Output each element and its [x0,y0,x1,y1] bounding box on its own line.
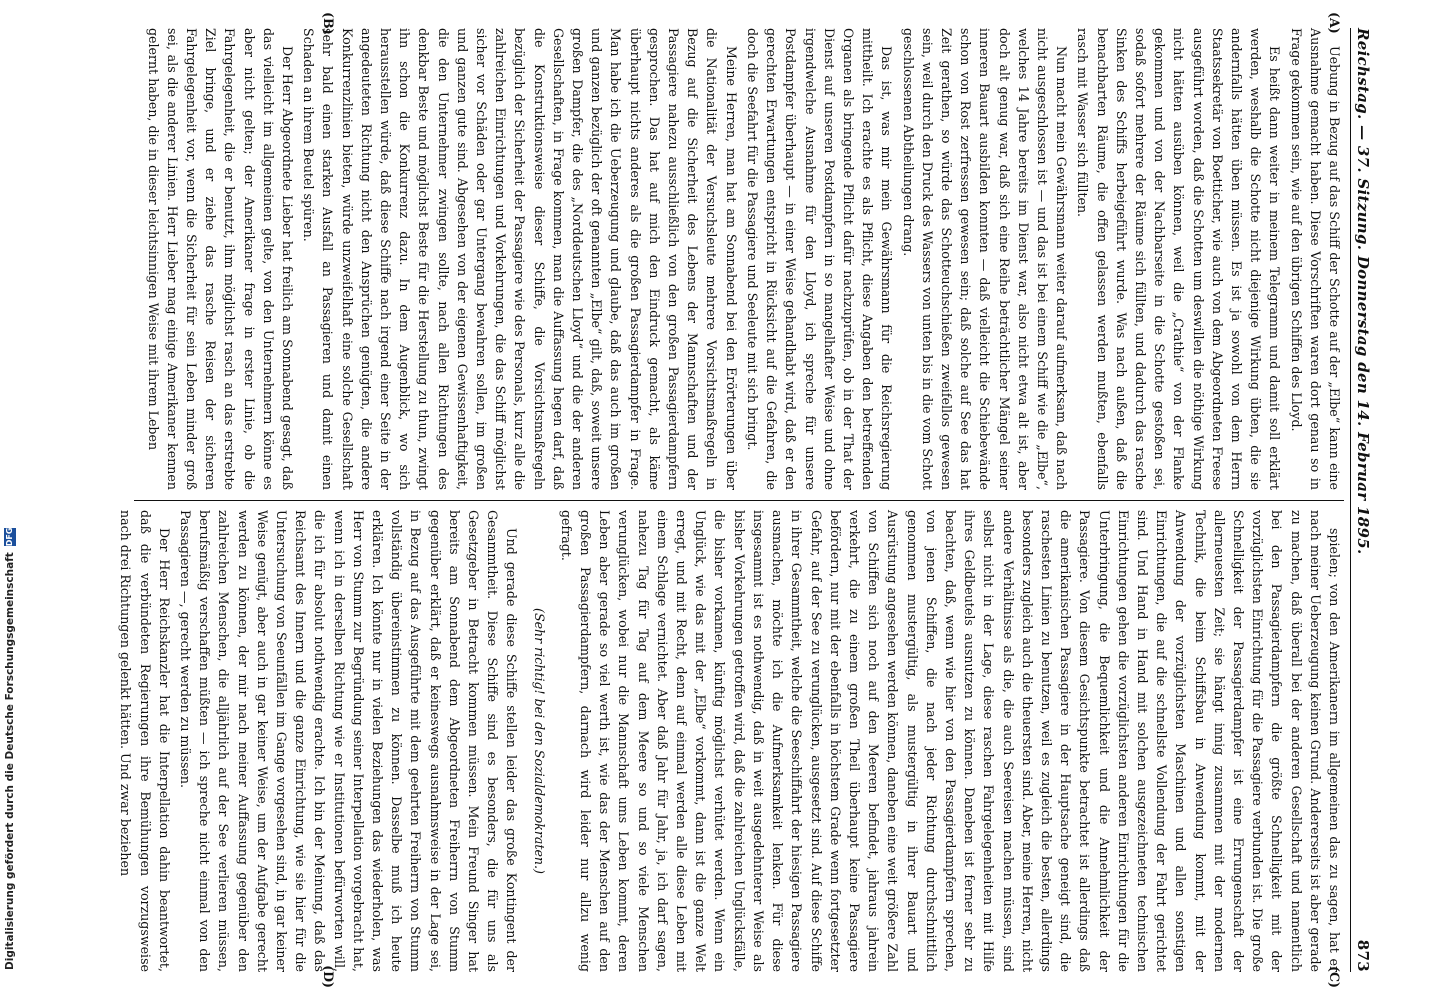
page-number: 873 [1354,939,1372,972]
margin-marker-a: (A) [1327,12,1342,34]
paragraph: Meine Herren, man hat am Sonnabend bei den Erörterungen über die Nationalität der Versuchsleute mehrere Vorsichtsmaßregeln in Bezug auf die Sicherheit des Lebens der Mannschaften und der Passagiere nahezu ausschließlich von den großen Passagierdampfern gesprochen. Das hat auf mich den Eindruck gemacht, als käme überhaupt nichts anderes als die großen Passagierdampfer in Frage. Man habe ich die Ueberzeugung und glaube, daß das auch im großen und ganzen bezüglich der oft genannten „Elbe“ gilt, daß, soweit unsere großen Dampfer, die des „Norddeutschen Lloyd“ und die der anderen Gesellschaften, in Frage kommen, man die Auffassung hegen darf, daß die Konstruktionsweise dieser Schiffe, die Vorsichtsmaßregeln bezüglich der Sicherheit der Passagiere wie des Personals, kurz alle die zahlreichen Einrichtungen und Vorkehrungen, die das Schiff möglichst sicher vor Schäden oder gar Untergang bewahren sollen, im großen und ganzen gute sind. Abgesehen von der eigenen Gewissenhaftigkeit, die den Unternehmer zwingen sollte, nach allen Richtungen des denkbar Beste und möglichst Beste für die Herstellung zu thun, zwingt ihn schon die Konkurrenz dazu. In dem Augenblick, wo sich herausstellen würde, daß diese Schiffe nach irgend einer Seite in der angedeuteten Richtung nicht den Ansprüchen genügten, die andere Konkurrenzlinien bieten, würde unzweifelhaft eine solche Gesellschaft sehr bald einen starken Ausfall an Passagieren und damit einen Schaden an ihrem Beutel spüren. [301,28,739,490]
digitization-note-text: Digitalisierung gefördert durch die Deutsche Forschungsgemeinschaft [4,552,16,970]
margin-marker-d: (D) [321,965,336,988]
right-column [94,510,1344,988]
column-divider [134,500,1344,501]
text-columns [94,12,1344,988]
margin-marker-c: (C) [1327,966,1342,988]
digitization-strip [0,0,18,1000]
paragraph: Das ist, was mir mein Gewährsmann für die Reichsregierung mittheilt. Ich erachte es als Pflicht, diese Angaben den betreffenden Organen als bringende Pflicht dafür nachzuprüfen, ob in der That der Dienst auf unseren Postdampfern in so mangelhafter Weise und ohne irgendwelche Ausnahme für den Lloyd, ich spreche für unsere Postdampfer überhaupt — in einer Weise gehandhabt wird, daß er den gerechten Erwartungen entspricht in Rücksicht auf die Gefahren, die doch die Seefahrt für die Passagiere und Seeleute mit sich bringt. [744,28,895,490]
paragraph: Der Herr Reichskanzler hat die Interpellation dahin beantwortet, daß die verbündeten Regierungen ihre Bemühungen vorzugsweise nach drei Richtungen gelenkt hätten. Und zwar beziehen [118,510,172,972]
paragraph: Nun macht mein Gewährsmann weiter darauf aufmerksam, daß nach nicht ausgeschlossen ist — und das ist bei einem Schiff wie die „Elbe“, welches 14 Jahre bereits im Dienst war, also nicht etwa alt ist, aber doch alt genug war, daß sich eine Reihe beträchtlicher Mängel seiner inneren Bauart ausbilden konnten — daß vielleicht die Schiebewände schon von Rost zerfressen gewesen sein; daß solche auf See das hat Zeit gerathen, so würde das Schotteuchschießen zweifellos gewesen sein, weil durch den Druck des Wassers von unten bis in die vom Schott geschlossenen Abtheilungen drang. [900,28,1070,490]
interjection: (Sehr richtig! bei den Sozialdemokraten.) [531,608,547,874]
document-page [46,10,1386,990]
paragraph: Und gerade diese Schiffe stellen leider das große Kontingent der Gesammtheit. Diese Schiffe sind es besonders, die für uns als Gesetzgeber in Betracht kommen müssen. Mein Freund Singer hat bereits am Sonnabend dem Abgeordneten Freiherrn von Stumm gegenüber erklärt, daß er keineswegs ausnahmsweise in der Lage sei, in Bezug auf das Ausgeführte mit dem geehrten Freiherrn von Stumm vollständig übereinstimmen zu können. Dasselbe muß ich heute erklären. Ich könnte nur in vielen Beziehungen das wiederholen, was Herr von Stumm zur Begründung seiner Interpellation vorgebracht hat, wenn ich in derselben Richtung wie er Institutionen befürworten will, die ich für absolut nothwendig erachte. Ich bin der Meinung, daß das Reichsamt des Innern und die ganze Einrichtung, wie sie hier für die Untersuchung von Seeunfällen im Gange vorgesehen sind, in gar keiner Weise genügt, aber auch in gar keiner Weise, um der Aufgabe gerecht werden zu können, der mir nach meiner Auffassung gegenüber den zahlreichen Menschen, die alljährlich auf der See verlieren müssen, berufsmäßig verschaffen müßten — ich spreche nicht einmal von den Passagieren —, gerecht werden zu müssen. [178,510,520,972]
digitization-note [3,527,17,970]
left-column [94,12,1344,490]
dfg-logo: DFG [5,527,14,547]
margin-marker-b: (B) [321,12,336,35]
paragraph: Uebung in Bezug auf das Schiff der Schotte auf der „Elbe“ kann eine Ausnahme gemacht haben. Diese Vorschriften waren dort genau so in Frage gekommen sein, wie auf den übrigen Schiffen des Lloyd. [1288,28,1342,490]
page-header [1350,28,1372,972]
paragraph: spielen; von den Amerikanern im allgemeinen das zu sagen, hat er nach meiner Ueberzeugung keinen Grund. Andererseits ist aber gerade zu machen, daß überall bei der anderen Gesellschaft und namentlich bei den Passagierdampfern die größte Schnelligkeit mit der vorzüglichsten Einrichtung für die Passagiere verbunden ist. Die große Schnelligkeit der Passagierdampfer ist eine Errungenschaft der allerneuesten Zeit; sie hängt innig zusammen mit der modernen Technik, die beim Schiffsbau in Anwendung kommt, mit der Anwendung der vorzüglichsten Maschinen und allen sonstigen Einrichtungen, die auf die schnellste Vollendung der Fahrt gerichtet sind. Und Hand in Hand mit solchen ausgezeichneten technischen Einrichtungen gehen die vorzüglichsten anderen Einrichtungen für die Unterbringung, die Bequemlichkeit und die Annehmlichkeit der Passagiere. Von diesem Gesichtspunkte betrachtet ist allerdings daß die amerikanischen Passagiere in der Hauptsache geneigt sind, die raschesten Linien zu benutzen, weil es zugleich die besten, allerdings besonders zugleich auch die theuersten sind. Aber, meine Herren, nicht andere Verhältnisse als die, die auch Seereisen machen müssen, sind selbst nicht in der Lage, diese raschen Fahrgelegenheiten mit Hilfe ihres Geldbeutels ausnutzen zu können. Daneben ist ferner sehr zu beachten, daß, wenn wie hier von den Passagierdampfern sprechen, von jenen Schiffen, die nach jeder Richtung durchschnittlich genommen mustergültig, als mustergültig in ihrer Bauart und Ausrüstung angesehen werden können, daneben eine weit größere Zahl von Schiffen sich noch auf den Meeren befindet, jahraus jahrein verkehrt, die zu einem großen Theil überhaupt keine Passagiere befördern, nur mit der ebenfalls in höchstem Grade wenn fortgesetzter Gefahr, auf der See zu verunglücken, ausgesetzt sind. Auf diese Schiffe in ihrer Gesammtheit, welche die Seeschiffahrt der hiesigen Passagiere ausmachen, möchte ich die Aufmerksamkeit lenken. Für diese insgesammt ist es nothwendig, daß in weit ausgedehnterer Weise als bisher Vorkehrungen getroffen wird, daß die zahlreichen Unglücksfälle, die bisher vorkamen, künftig möglichst verhütet werden. Wenn ein Unglück, wie das mit der „Elbe“ vorkommt, dann ist die ganze Welt erregt, und mit Recht, denn auf einmal werden alle diese Leben mit einem Schlage vernichtet. Aber daß Jahr für Jahr, ja, ich darf sagen, nahezu Tag für Tag auf dem Meere so und so viele Menschen verunglücken, wobei nur die Mannschaft ums Leben kommt, deren Leben aber gerade so viel werth ist, wie das der Menschen auf den großen Passagierdampfern, darnach wird leider nur allzu wenig gefragt. [558,510,1342,972]
page-title: Reichstag. — 37. Sitzung. Donnerstag den 14. Februar 1895. [1354,28,1372,555]
paragraph: Der Herr Abgeordnete Lieber hat freilich am Sonnabend gesagt, daß das vielleicht im allgemeinen gelte, von den Unternehmern könne es aber nicht gelten; der Amerikaner frage in erster Linie, ob die Fahrgelegenheit, die er benutzt, ihm möglichst rasch an das erstrebte Ziel bringe, und er ziehe das rasche Reisen der sicheren Fahrgelegenheit vor, wenn die Sicherheit für sein Leben minder groß sei, als die anderer Linien. Herr Lieber mag einige Amerikaner kennen gelernt haben, die in dieser leichtsinnigen Weise mit ihrem Leben [145,28,296,490]
paragraph: Es heißt dann weiter in meinem Telegramm und damit soll erklärt werden, weshalb die Schotte nicht diejenige Wirkung übten, die sie andernfalls hätten üben müssen. Es ist ja sowohl von dem Herrn Staatssekretär von Boetticher, wie auch von dem Abgeordneten Freese ausgeführt worden, daß die Schotten um deswillen die nöthige Wirkung nicht hätten ausüben können, weil die „Crathie“ von der Flanke gekommen und von der Nachbarseite in die Schotte gestoßen sei, sodaß sofort mehrere der Räume sich füllten, und dadurch das rasche Sinken des Schiffs herbeigeführt wurde. Was nach außen, daß die benachbarten Räume, die offen gelassen werden mußten, ebenfalls rasch mit Wasser sich füllten. [1075,28,1283,490]
